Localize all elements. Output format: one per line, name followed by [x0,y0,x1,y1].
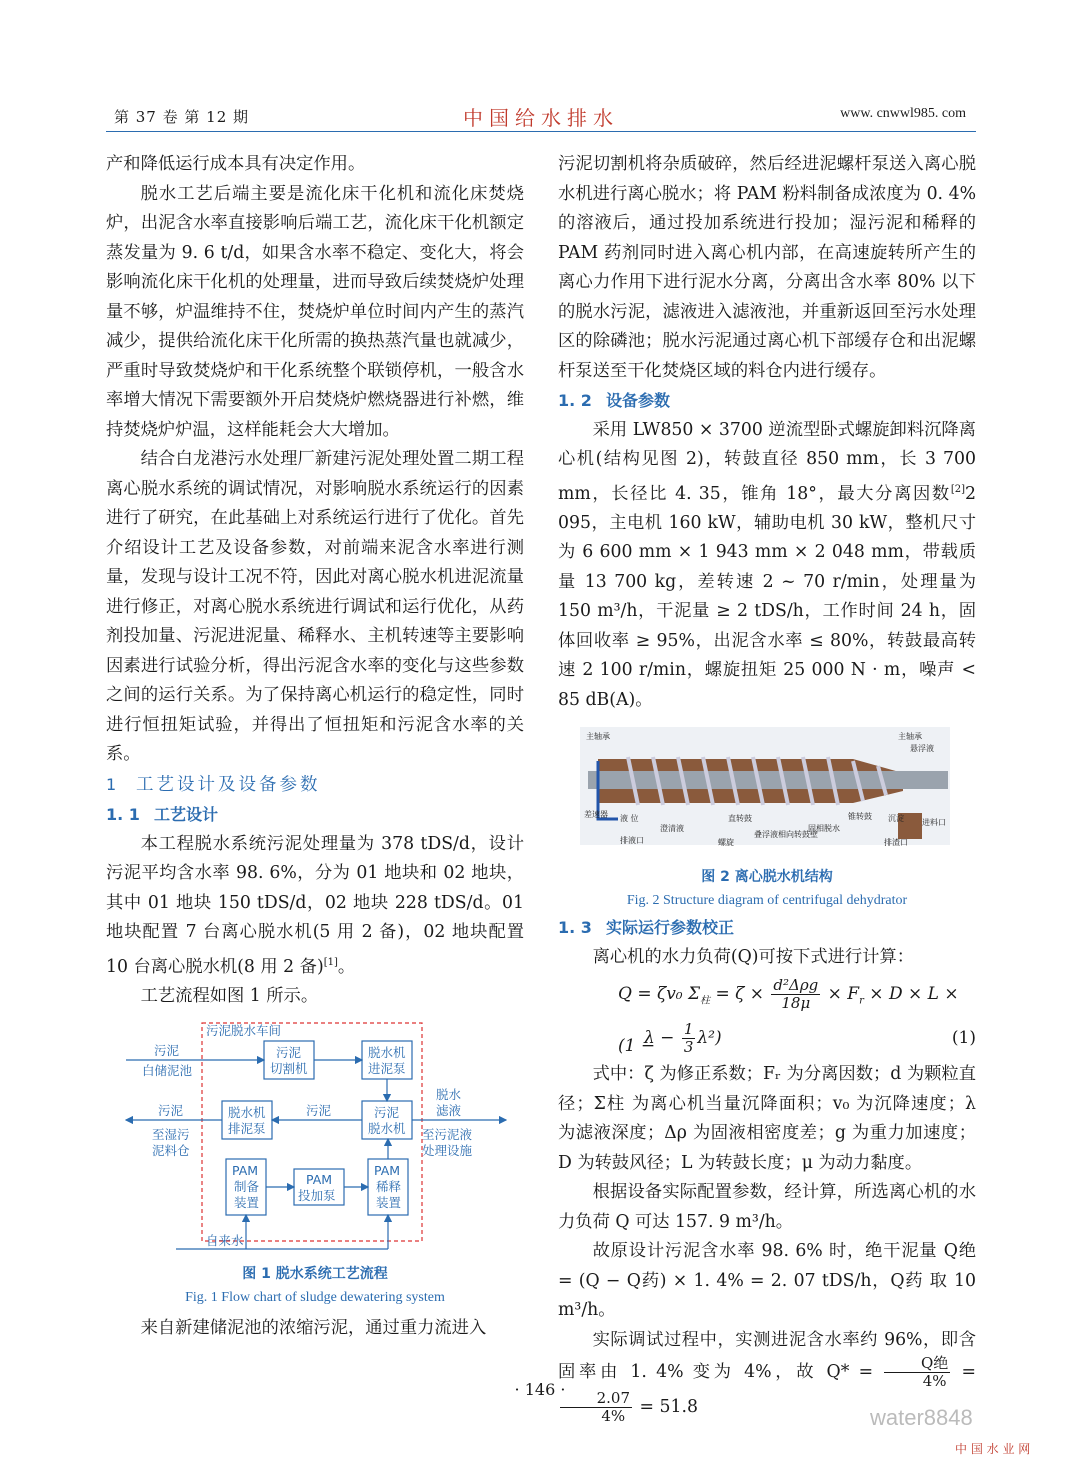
svg-text:滤液: 滤液 [436,1103,462,1119]
svg-text:PAM: PAM [232,1163,259,1179]
section-heading: 1 工艺设计及设备参数 [106,774,321,795]
svg-text:排泥泵: 排泥泵 [228,1121,266,1137]
equation-number: (1) [951,1028,976,1049]
svg-text:污泥: 污泥 [154,1043,180,1059]
svg-text:直转鼓: 直转鼓 [728,814,752,824]
svg-text:装置: 装置 [376,1195,402,1211]
svg-text:自来水: 自来水 [206,1233,244,1249]
svg-text:排液口: 排液口 [620,836,644,846]
paragraph: 脱水工艺后端主要是流化床干化机和流化床焚烧炉，出泥含水率直接影响后端工艺，流化床干化机额定蒸发量为 9. 6 t/d，如果含水率不稳定、变化大，将会影响流化床干化机的处理量，进而导致后续焚烧炉处理量不够，炉温维持不住，焚烧炉单位时间内产生的蒸汽减少，提供给流化床干化所需的换热蒸汽量也就减少，严重时导致焚烧炉和干化系统整个联锁停机，一般含水率增大情况下需要额外开启焚烧炉燃烧器进行补燃，维持焚烧炉炉温，这样能耗会大大增加。 [106,183,524,440]
page-number: · 146 · [514,1380,566,1399]
svg-text:制备: 制备 [234,1179,260,1195]
paragraph: 式中：ζ 为修正系数；Fᵣ 为分离因数；d 为颗粒直径；Σ柱 为离心机当量沉降面积；v₀ 为沉降速度；λ 为滤液深度；Δρ 为固液相密度差；g 为重力加速度；D 为转鼓风径；L 为转鼓长度；μ 为动力黏度。 [558,1064,976,1173]
svg-text:锥转鼓: 锥转鼓 [848,812,872,822]
svg-text:进料口: 进料口 [922,818,946,828]
svg-text:脱水: 脱水 [436,1087,462,1103]
watermark: water8848 [870,1405,973,1430]
journal-url: www. cnwwl985. com [840,106,966,121]
svg-text:装置: 装置 [234,1195,260,1211]
flow-chart [106,1017,524,1262]
paragraph: 来自新建储泥池的浓缩污泥，通过重力流进入 [140,1318,487,1339]
paragraph: 实际调试过程中，实测进泥含水率约 96%，即含固率由 1. 4% 变为 4%，故 Q* = $\frac{\text{Q绝}}{4\%}$ = $\frac{2.07}{4\%}$ = 51.8 [558,1329,976,1426]
svg-text:螺旋: 螺旋 [718,838,734,848]
svg-text:澄清液: 澄清液 [660,824,684,834]
svg-text:进泥泵: 进泥泵 [368,1061,406,1077]
running-header [106,100,976,130]
svg-text:主轴承: 主轴承 [586,732,610,742]
svg-text:脱水机: 脱水机 [228,1105,266,1121]
subsection-heading: 1. 2 设备参数 [558,391,671,410]
volume-issue: 第 37 卷 第 12 期 [114,108,250,126]
paragraph: 本工程脱水系统污泥处理量为 378 tDS/d，设计污泥平均含水率 98. 6%，分为 01 地块和 02 地块，其中 01 地块 150 tDS/d，02 地块 228 tDS/d。01 地块配置 7 台离心脱水机(5 用 2 备)，02 地块配置 10 台离心脱水机(8 用 2 备)[1]。 [106,833,524,977]
watermark-site: 中 国 水 业 网 [955,1442,1031,1456]
svg-text:切割机: 切割机 [270,1061,308,1077]
svg-text:悬浮液: 悬浮液 [910,744,934,754]
right-column [558,150,976,1425]
svg-text:至污泥液: 至污泥液 [422,1127,473,1143]
svg-text:脱水机: 脱水机 [368,1121,406,1137]
figure-1-caption: 图 1 脱水系统工艺流程 [242,1266,388,1283]
svg-text:PAM: PAM [306,1172,333,1188]
svg-text:固相脱水: 固相脱水 [808,824,840,834]
svg-text:主轴承: 主轴承 [898,732,922,742]
paragraph: 离心机的水力负荷(Q)可按下式进行计算： [592,946,915,967]
paragraph: 根据设备实际配置参数，经计算，所选离心机的水力负荷 Q 可达 157. 9 m³/h。 [558,1182,976,1232]
svg-text:脱水机: 脱水机 [368,1045,406,1061]
paragraph: 污泥切割机将杂质破碎，然后经进泥螺杆泵送入离心脱水机进行离心脱水；将 PAM 粉料制备成浓度为 0. 4% 的溶液后，通过投加系统进行投加；湿污泥和稀释的 PAM 药剂同时进入离心机内部，在高速旋转所产生的离心力作用下进行泥水分离，分离出含水率 80% 以下的脱水污泥，滤液进入滤液池，并重新返回至污水处理区的除磷池；脱水污泥通过离心机下部缓存仓和出泥螺杆泵送至干化焚烧区域的料仓内进行缓存。 [558,154,976,381]
journal-title: 中国给水排水 [463,106,619,130]
svg-text:投加泵: 投加泵 [298,1188,336,1204]
figure-1 [106,1017,524,1262]
figure-2-caption-en: Fig. 2 Structure diagram of centrifugal dehydrator [626,893,908,909]
svg-text:污泥: 污泥 [374,1105,400,1121]
svg-text:污泥: 污泥 [306,1103,332,1119]
header-rule [106,131,976,132]
svg-text:至湿污: 至湿污 [152,1127,190,1143]
svg-text:叠浮液相向转鼓壁: 叠浮液相向转鼓壁 [754,830,818,840]
paragraph: 故原设计污泥含水率 98. 6% 时，绝干泥量 Q绝 = (Q − Q药) × 1. 4% = 2. 07 tDS/h，Q药 取 10 m³/h。 [558,1241,976,1321]
subsection-heading: 1. 3 实际运行参数校正 [558,918,735,938]
equation-1-cont: λ − $\frac{1}{3}$ λ²) (1) [558,1016,976,1060]
svg-text:稀释: 稀释 [376,1179,402,1195]
left-column [106,150,524,1344]
paragraph: 产和降低运行成本具有决定作用。 [106,154,366,174]
paragraph: 结合白龙港污水处理厂新建污泥处理处置二期工程离心脱水系统的调试情况，对影响脱水系统运行的因素进行了研究，在此基础上对系统运行进行了优化。首先介绍设计工艺及设备参数，对前端来泥含水率进行测量，发现与设计工况不符，因此对离心脱水机进泥流量进行修正，对离心脱水系统进行调试和运行优化，从药剂投加量、污泥进泥量、稀释水、主机转速等主要影响因素进行试验分析，得出污泥含水率的变化与这些参数之间的运行关系。为了保持离心机运行的稳定性，同时进行恒扭矩试验，并得出了恒扭矩和污泥含水率的关系。 [106,449,524,764]
centrifuge-diagram [558,721,976,851]
workshop-label: 污泥脱水车间 [206,1023,282,1039]
paragraph: 工艺流程如图 1 所示。 [140,985,319,1006]
subsection-heading: 1. 1 工艺设计 [106,805,219,824]
figure-1-caption-en: Fig. 1 Flow chart of sludge dewatering system [185,1290,445,1306]
svg-text:白储泥池: 白储泥池 [142,1063,193,1079]
svg-text:液 位: 液 位 [620,814,639,824]
paragraph: 采用 LW850 × 3700 逆流型卧式螺旋卸料沉降离心机(结构见图 2)，转鼓直径 850 mm，长 3 700 mm，长径比 4. 35，锥角 18°，最大分离因数[2]2 095，主电机 160 kW，辅助电机 30 kW，整机尺寸为 6 600 mm × 1 943 mm × 2 048 mm，带载质量 13 700 kg，差转速 2 ~ 70 r/min，处理量为 150 m³/h，干泥量 ≥ 2 tDS/h，工作时间 24 h，固体回收率 ≥ 95%，出泥含水率 ≤ 80%，转鼓最高转速 2 100 r/min，螺旋扭矩 25 000 N · m，噪声 < 85 dB(A)。 [558,419,976,710]
figure-2-caption: 图 2 离心脱水机结构 [701,869,833,886]
svg-text:污泥: 污泥 [158,1103,184,1119]
svg-text:PAM: PAM [374,1163,401,1179]
svg-text:差速器: 差速器 [584,810,608,820]
svg-text:处理设施: 处理设施 [422,1143,473,1159]
svg-text:泥料仓: 泥料仓 [152,1143,190,1159]
svg-text:污泥: 污泥 [276,1045,302,1061]
svg-text:排渣口: 排渣口 [884,838,908,848]
equation-1: Q = ζv₀ $\Sigma_柱 = \zeta$ × $\frac{\text{d²Δρg}}{18\mu}$ × $F_r \times D \times L \times (1$ − [618,976,959,1056]
svg-text:沉淀: 沉淀 [888,814,904,824]
figure-2 [558,721,976,851]
